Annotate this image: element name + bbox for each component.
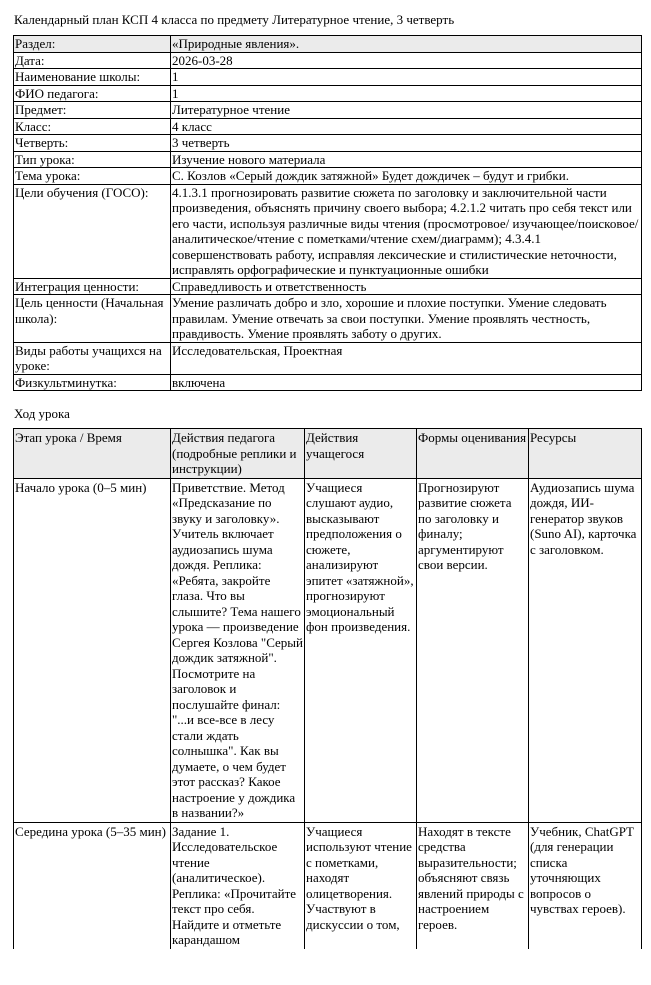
teacher-actions: Приветствие. Метод «Предсказание по звуку и заголовку». Учитель включает аудиозапись шума дождя. Реплика: «Ребята, закройте глаза. Что вы слышите? Тема нашего урока — произведение Сергея Козлова "Серый дождик затяжной". Посмотрите на заголовок и послушайте финал: "...и все-все в лесу стали ждать солнышка". Как вы думаете, о чем будет этот рассказ? Какое настроение у дождика в названии?» [172,479,303,820]
info-key: Предмет: [14,102,171,119]
resources: Аудиозапись шума дождя, ИИ-генератор звуков (Suno AI), карточка с заголовком. [529,478,642,822]
info-key: Дата: [14,52,171,69]
lesson-progress-table [13,428,642,949]
info-row-topic [14,168,642,185]
info-row-physical-break [14,374,642,391]
info-value: 3 четверть [171,135,642,152]
info-value: включена [171,374,642,391]
info-key: Класс: [14,118,171,135]
teacher-actions: Задание 1. Исследовательское чтение (аналитическое). Реплика: «Прочитайте текст про себя. Найдите и отметьте карандашом [171,822,305,949]
info-key: Цель ценности (Начальная школа): [14,295,171,343]
info-key: Тема урока: [14,168,171,185]
info-value: «Природные явления». [171,36,642,53]
info-value: 1 [171,85,642,102]
info-row-lesson-type [14,151,642,168]
info-value: Исследовательская, Проектная [171,342,642,374]
assessment-forms: Прогнозируют развитие сюжета по заголовку и финалу; аргументируют свои версии. [417,478,529,822]
lesson-table-header [14,429,642,479]
info-row-grade [14,118,642,135]
info-key: Цели обучения (ГОСО): [14,184,171,278]
info-row-work-types [14,342,642,374]
info-row-school [14,69,642,86]
document-title: Календарный план КСП 4 класса по предмету Литературное чтение, 3 четверть [14,12,455,27]
lesson-stage: Середина урока (5–35 мин) [14,822,171,949]
info-row-section [14,36,642,53]
info-row-date [14,52,642,69]
info-value: Умение различать добро и зло, хорошие и плохие поступки. Умение следовать правилам. Умение отвечать за свои поступки. Умение проявлять честность, правдивость. Умение проявлять заботу о других. [171,295,642,343]
column-header: Формы оценивания [417,429,529,479]
column-header: Ресурсы [529,429,642,479]
info-key: Наименование школы: [14,69,171,86]
lesson-progress-heading: Ход урока [14,406,70,421]
lesson-stage: Начало урока (0–5 мин) [14,478,171,822]
resources: Учебник, ChatGPT (для генерации списка уточняющих вопросов о чувствах героев). [529,822,642,949]
info-row-quarter [14,135,642,152]
info-row-learning-goals [14,184,642,278]
info-row-subject [14,102,642,119]
info-value: Изучение нового материала [171,151,642,168]
info-row-value-integration [14,278,642,295]
lesson-row-middle [14,822,642,949]
info-row-teacher [14,85,642,102]
info-value: С. Козлов «Серый дождик затяжной» Будет дождичек – будут и грибки. [171,168,642,185]
column-header: Действия учащегося [305,429,417,479]
info-key: Виды работы учащихся на уроке: [14,342,171,374]
info-value: 4.1.3.1 прогнозировать развитие сюжета по заголовку и заключительной части произведения, объяснять причину своего выбора; 4.2.1.2 читать про себя текст или его части, используя различные виды чтения (просмотровое/ изучающее/поисковое/ аналитическое/чтение с пометками/чтение схем/диаграмм); 4.3.4.1 совершенствовать работу, исправляя лексические и стилистические неточности, исправлять орфографические и пунктуационные ошибки [171,184,642,278]
lesson-info-table [13,35,642,391]
info-key: Раздел: [14,36,171,53]
student-actions: Учащиеся слушают аудио, высказывают предположения о сюжете, анализируют эпитет «затяжной», прогнозируют эмоциональный фон произведения. [305,478,417,822]
lesson-row-start [14,478,642,822]
column-header: Действия педагога (подробные реплики и инструкции) [171,429,305,479]
info-value: Литературное чтение [171,102,642,119]
info-key: ФИО педагога: [14,85,171,102]
info-value: 2026-03-28 [171,52,642,69]
info-value: Справедливость и ответственность [171,278,642,295]
info-value: 4 класс [171,118,642,135]
student-actions: Учащиеся используют чтение с пометками, находят олицетворения. Участвуют в дискуссии о том, [305,822,417,949]
info-key: Интеграция ценности: [14,278,171,295]
info-key: Тип урока: [14,151,171,168]
info-key: Физкультминутка: [14,374,171,391]
info-value: 1 [171,69,642,86]
info-row-value-goal [14,295,642,343]
info-key: Четверть: [14,135,171,152]
column-header: Этап урока / Время [14,429,171,479]
assessment-forms: Находят в тексте средства выразительности; объясняют связь явлений природы с настроением героев. [417,822,529,949]
